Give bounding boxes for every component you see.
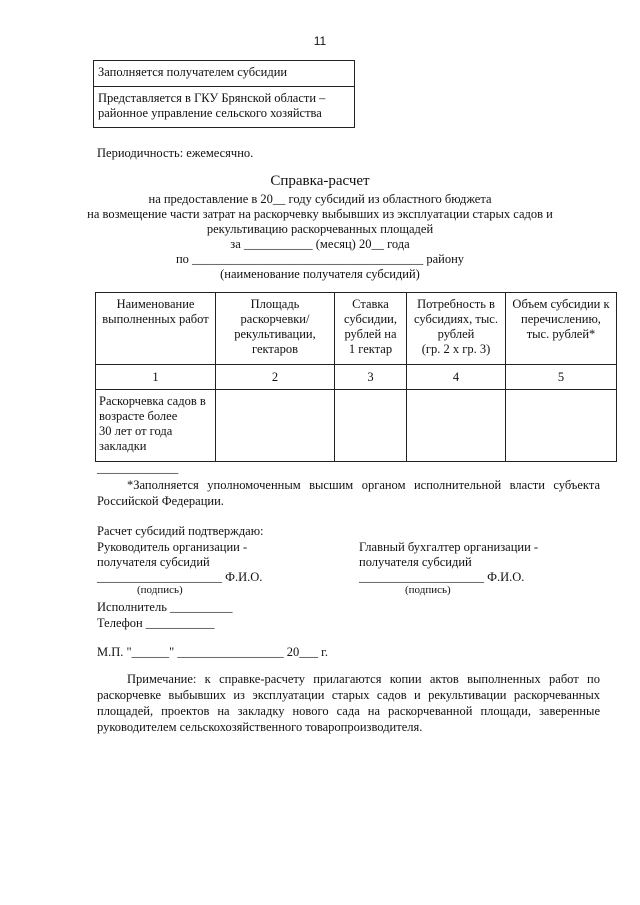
head-signature-line: ____________________ Ф.И.О. xyxy=(97,570,263,584)
column-number: 5 xyxy=(506,365,617,390)
page-number: 11 xyxy=(313,34,327,48)
filler-box xyxy=(93,60,355,87)
calculation-table xyxy=(95,292,617,462)
confirm-label: Расчет субсидий подтверждаю: xyxy=(97,524,264,538)
row-area-cell[interactable] xyxy=(216,390,335,462)
column-number-row xyxy=(96,365,617,390)
header-area: Площадь раскорчевки/ рекультивации, гектаров xyxy=(216,293,335,365)
header-need: Потребность в субсидиях, тыс. рублей (гр. 2 х гр. 3) xyxy=(407,293,506,365)
head-title-line1: Руководитель организации - xyxy=(97,540,248,554)
table-row xyxy=(96,390,617,462)
subtitle-line2: на возмещение части затрат на раскорчевку выбывших из эксплуатации старых садов и xyxy=(87,207,553,221)
accountant-title-line1: Главный бухгалтер организации - xyxy=(359,540,539,554)
recipient-caption: (наименование получателя субсидий) xyxy=(220,267,420,281)
footnote-rule: _____________ xyxy=(97,461,179,475)
stamp-date-line: М.П. "______" _________________ 20___ г. xyxy=(97,645,328,659)
district-line: по _____________________________________ району xyxy=(175,252,465,266)
subtitle-line1: на предоставление в 20__ году субсидий из областного бюджета xyxy=(148,192,492,206)
footnote-text: *Заполняется уполномоченным высшим органом исполнительной власти субъекта Российской Федерации. xyxy=(97,478,600,508)
column-number: 1 xyxy=(96,365,216,390)
phone-line: Телефон ___________ xyxy=(97,616,215,630)
submit-to-line2: районное управление сельского хозяйства xyxy=(98,106,322,120)
head-title-line2: получателя субсидий xyxy=(97,555,210,569)
subtitle-line3: рекультивацию раскорчеванных площадей xyxy=(206,222,434,236)
periodicity: Периодичность: ежемесячно. xyxy=(97,146,254,160)
period-line: за ___________ (месяц) 20__ года xyxy=(230,237,410,251)
filler-box-text: Заполняется получателем субсидии xyxy=(98,65,288,79)
column-number: 3 xyxy=(335,365,407,390)
header-work-name: Наименование выполненных работ xyxy=(96,293,216,365)
accountant-signature-line: ____________________ Ф.И.О. xyxy=(359,570,525,584)
submit-to-line1: Представляется в ГКУ Брянской области – xyxy=(98,91,326,105)
row-rate-cell[interactable] xyxy=(335,390,407,462)
table-header-row xyxy=(96,293,617,365)
header-rate: Ставка субсидии, рублей на 1 гектар xyxy=(335,293,407,365)
accountant-title-line2: получателя субсидий xyxy=(359,555,472,569)
column-number: 2 xyxy=(216,365,335,390)
header-amount: Объем субсидии к перечислению, тыс. рублей* xyxy=(506,293,617,365)
head-signature-caption: (подпись) xyxy=(137,584,183,596)
accountant-signature-caption: (подпись) xyxy=(405,584,451,596)
row-amount-cell[interactable] xyxy=(506,390,617,462)
row-need-cell[interactable] xyxy=(407,390,506,462)
submit-to-box xyxy=(93,86,355,128)
document-title: Справка-расчет xyxy=(270,173,370,189)
note-paragraph: Примечание: к справке-расчету прилагаются копии актов выполненных работ по раскорчевке выбывших из эксплуатации старых садов и рекультивации раскорчеванных площадей, проектов на закладку нового сада на раскорчеванной площади, заверенные руководителем сельскохозяйственного товаропроизводителя. xyxy=(97,672,600,734)
row-work-name: Раскорчевка садов в возрасте более 30 лет от года закладки xyxy=(96,390,216,462)
executor-line: Исполнитель __________ xyxy=(97,600,233,614)
column-number: 4 xyxy=(407,365,506,390)
